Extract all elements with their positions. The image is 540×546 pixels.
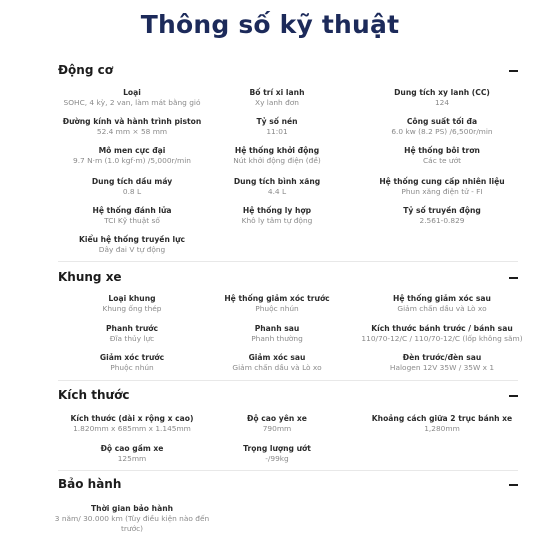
spec-value: Phuộc nhún (255, 304, 299, 313)
spec-value: 1,280mm (424, 424, 460, 433)
spec-value: SOHC, 4 kỳ, 2 van, làm mát bằng gió (63, 98, 201, 107)
spec-label: Hệ thống cung cấp nhiên liệu (379, 177, 505, 186)
spec-value: 11:01 (266, 127, 288, 136)
spec-value: 124 (434, 98, 450, 107)
spec-label: Tỷ số truyền động (403, 206, 481, 215)
spec-label: Hệ thống bôi trơn (404, 146, 480, 155)
spec-value: 9.7 N·m (1.0 kgf·m) /5,000r/min (73, 156, 191, 165)
spec-value: Các te ướt (423, 156, 461, 165)
spec-label: Hệ thống giảm xóc sau (393, 294, 491, 303)
spec-value: Halogen 12V 35W / 35W x 1 (389, 363, 495, 372)
spec-value: Đĩa thủy lực (109, 334, 155, 343)
spec-label: Độ cao gầm xe (100, 444, 164, 453)
section-title: Khung xe (58, 270, 122, 284)
section-divider (58, 380, 518, 381)
spec-value: 6.0 kw (8.2 PS) /6,500r/min (391, 127, 493, 136)
spec-label: Dung tích xy lanh (CC) (394, 88, 490, 97)
spec-item (352, 353, 532, 373)
spec-value: Khô ly tâm tự động (241, 216, 313, 225)
section-divider (58, 261, 518, 262)
section-dimensions-header[interactable] (0, 388, 540, 408)
spec-item (187, 177, 367, 197)
collapse-minus-icon[interactable] (509, 277, 518, 279)
spec-value: 1.820mm x 685mm x 1.145mm (73, 424, 191, 433)
spec-item (187, 88, 367, 108)
spec-value: Giảm chấn dầu và Lò xo (232, 363, 322, 372)
section-warranty (0, 477, 540, 533)
spec-value: Khung ống thép (102, 304, 162, 313)
spec-item (52, 504, 212, 533)
spec-label: Hệ thống ly hợp (242, 206, 312, 215)
section-title: Động cơ (58, 63, 113, 77)
collapse-minus-icon[interactable] (509, 395, 518, 397)
section-title: Bảo hành (58, 477, 122, 491)
spec-label: Hệ thống giảm xóc trước (224, 294, 330, 303)
spec-item (352, 88, 532, 108)
spec-item (352, 294, 532, 314)
spec-label: Kiểu hệ thống truyền lực (78, 235, 186, 244)
collapse-minus-icon[interactable] (509, 484, 518, 486)
spec-value: Phanh thường (251, 334, 303, 343)
spec-value: Nút khởi động điện (đề) (233, 156, 321, 165)
spec-value: 790mm (262, 424, 292, 433)
spec-label: Độ cao yên xe (247, 414, 307, 423)
spec-item (187, 353, 367, 373)
spec-label: Giảm xóc trước (99, 353, 165, 362)
section-divider (58, 470, 518, 471)
spec-label: Thời gian bảo hành (90, 504, 174, 513)
spec-value: Phuộc nhún (110, 363, 154, 372)
spec-label: Hệ thống đánh lửa (92, 206, 172, 215)
spec-item (187, 117, 367, 137)
spec-item (187, 294, 367, 314)
spec-value: Giảm chấn dầu và Lò xo (397, 304, 487, 313)
spec-value: 3 năm/ 30.000 km (Tùy điều kiện nào đến trước) (54, 514, 210, 533)
spec-item (187, 206, 367, 226)
spec-label: Công suất tối đa (406, 117, 478, 126)
spec-value: 0.8 L (122, 187, 142, 196)
spec-label: Giảm xóc sau (248, 353, 306, 362)
spec-value: 125mm (117, 454, 147, 463)
spec-item (352, 177, 532, 197)
spec-item (352, 117, 532, 137)
spec-value: TCI Kỹ thuật số (104, 216, 160, 225)
spec-label: Khoảng cách giữa 2 trục bánh xe (371, 414, 513, 423)
spec-label: Trọng lượng ướt (243, 444, 311, 453)
spec-item (352, 414, 532, 434)
spec-label: Mô men cực đại (98, 146, 166, 155)
spec-value: Xy lanh đơn (255, 98, 299, 107)
spec-item (187, 146, 367, 166)
spec-value: -/99kg (265, 454, 289, 463)
section-warranty-header[interactable] (0, 477, 540, 497)
section-dimensions (0, 388, 540, 463)
section-engine-header[interactable] (0, 63, 540, 83)
spec-value: 2.561-0.829 (419, 216, 465, 225)
spec-item (352, 206, 532, 226)
section-frame-header[interactable] (0, 270, 540, 290)
spec-label: Hệ thống khởi động (234, 146, 320, 155)
spec-label: Tỷ số nén (256, 117, 298, 126)
spec-value: 110/70-12/C / 110/70-12/C (lốp không săm) (361, 334, 523, 343)
spec-item (352, 146, 532, 166)
spec-item (187, 444, 367, 464)
collapse-minus-icon[interactable] (509, 70, 518, 72)
spec-value: 4.4 L (267, 187, 287, 196)
spec-label: Đèn trước/đèn sau (402, 353, 482, 362)
spec-label: Dung tích dầu máy (91, 177, 173, 186)
spec-item (187, 324, 367, 344)
spec-value: Dây đai V tự động (98, 245, 166, 254)
spec-value: 52.4 mm × 58 mm (96, 127, 168, 136)
section-engine (0, 63, 540, 254)
spec-label: Loại khung (108, 294, 156, 303)
spec-value: Phun xăng điện tử - FI (401, 187, 483, 196)
spec-label: Dung tích bình xăng (233, 177, 321, 186)
page-title: Thông số kỹ thuật (140, 10, 400, 39)
spec-label: Phanh trước (105, 324, 159, 333)
spec-label: Kích thước bánh trước / bánh sau (371, 324, 513, 333)
spec-label: Bố trí xi lanh (249, 88, 305, 97)
spec-item (352, 324, 532, 344)
spec-label: Đường kính và hành trình piston (62, 117, 202, 126)
spec-label: Loại (123, 88, 141, 97)
spec-label: Kích thước (dài x rộng x cao) (70, 414, 194, 423)
section-title: Kích thước (58, 388, 130, 402)
section-frame (0, 270, 540, 372)
spec-label: Phanh sau (254, 324, 300, 333)
spec-item (42, 235, 222, 255)
spec-item (187, 414, 367, 434)
